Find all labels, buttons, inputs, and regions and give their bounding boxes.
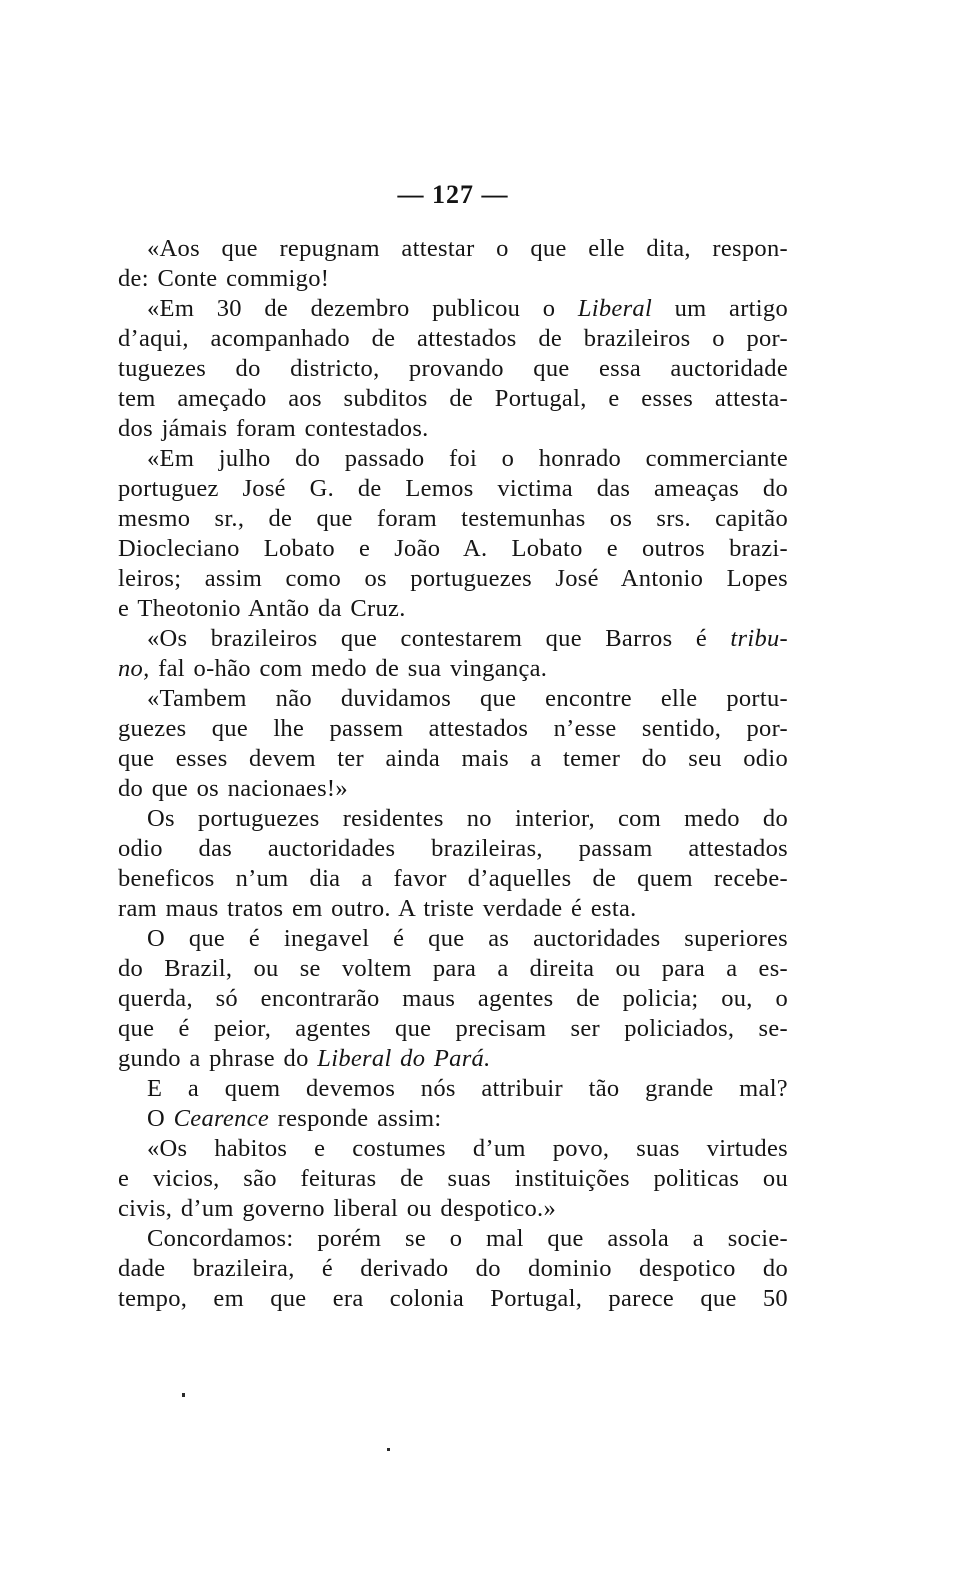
text-segment: e Theotonio Antão da Cruz. bbox=[118, 595, 406, 622]
text-line bbox=[118, 264, 788, 294]
page-text bbox=[118, 234, 788, 1314]
page-number: — 127 — bbox=[397, 180, 509, 209]
text-segment: civis, d’um governo liberal ou despotico.» bbox=[118, 1195, 556, 1222]
text-line bbox=[118, 774, 788, 804]
text-segment: dade brazileira, é derivado do dominio despotico do bbox=[118, 1255, 788, 1282]
text-segment: querda, só encontrarão maus agentes de policia; ou, o bbox=[118, 985, 788, 1012]
text-segment: Concordamos: porém se o mal que assola a socie- bbox=[147, 1225, 788, 1252]
text-segment: ram maus tratos em outro. A triste verdade é esta. bbox=[118, 895, 637, 922]
text-segment: odio das auctoridades brazileiras, passam attestados bbox=[118, 835, 788, 862]
text-segment: fal o-hão com medo de sua vingança. bbox=[149, 655, 548, 682]
text-line bbox=[118, 354, 788, 384]
text-segment: tem ameçado aos subditos de Portugal, e esses attesta- bbox=[118, 385, 788, 412]
text-segment: «Aos que repugnam attestar o que elle dita, respon- bbox=[147, 235, 788, 262]
text-segment: O bbox=[147, 1105, 174, 1132]
text-line bbox=[118, 744, 788, 774]
text-segment-italic: tribu- bbox=[730, 625, 788, 652]
text-line bbox=[118, 984, 788, 1014]
text-line bbox=[118, 384, 788, 414]
text-line bbox=[118, 1194, 788, 1224]
text-line bbox=[118, 474, 788, 504]
text-line bbox=[118, 1104, 788, 1134]
text-line bbox=[118, 654, 788, 684]
text-segment: que esses devem ter ainda mais a temer do seu odio bbox=[118, 745, 788, 772]
text-line bbox=[118, 1134, 788, 1164]
scan-speck bbox=[182, 1393, 185, 1397]
text-line bbox=[118, 1254, 788, 1284]
text-segment: Os portuguezes residentes no interior, com medo do bbox=[147, 805, 788, 832]
text-segment: do Brazil, ou se voltem para a direita ou para a es- bbox=[118, 955, 788, 982]
text-line bbox=[118, 834, 788, 864]
text-line bbox=[118, 894, 788, 924]
text-segment: leiros; assim como os portuguezes José Antonio Lopes bbox=[118, 565, 788, 592]
text-line bbox=[118, 564, 788, 594]
text-line bbox=[118, 294, 788, 324]
text-line bbox=[118, 864, 788, 894]
text-segment: «Os brazileiros que contestarem que Barros é bbox=[147, 625, 731, 652]
text-segment: guezes que lhe passem attestados n’esse sentido, por- bbox=[118, 715, 788, 742]
text-segment: do que os nacionaes!» bbox=[118, 775, 348, 802]
text-line bbox=[118, 804, 788, 834]
text-segment-italic: Liberal bbox=[577, 295, 653, 322]
text-segment: responde assim: bbox=[269, 1105, 442, 1132]
text-line bbox=[118, 714, 788, 744]
text-line bbox=[118, 1044, 788, 1074]
text-line bbox=[118, 1224, 788, 1254]
text-segment-italic: no, bbox=[118, 655, 150, 682]
text-segment: mesmo sr., de que foram testemunhas os srs. capitão bbox=[118, 505, 788, 532]
text-line bbox=[118, 504, 788, 534]
text-line bbox=[118, 924, 788, 954]
text-line bbox=[118, 594, 788, 624]
text-line bbox=[118, 954, 788, 984]
scan-speck bbox=[387, 1448, 390, 1451]
text-segment: e vicios, são feituras de suas instituições politicas ou bbox=[118, 1165, 788, 1192]
text-segment: «Tambem não duvidamos que encontre elle portu- bbox=[147, 685, 788, 712]
text-segment: beneficos n’um dia a favor d’aquelles de quem recebe- bbox=[118, 865, 788, 892]
text-line bbox=[118, 534, 788, 564]
text-segment: gundo a phrase do bbox=[118, 1045, 318, 1072]
text-segment-italic: Liberal do Pará. bbox=[317, 1045, 491, 1072]
text-segment: dos jámais foram contestados. bbox=[118, 415, 429, 442]
text-segment-italic: Cearence bbox=[173, 1105, 269, 1132]
text-segment: portuguez José G. de Lemos victima das ameaças do bbox=[118, 475, 788, 502]
text-line bbox=[118, 684, 788, 714]
text-line bbox=[118, 444, 788, 474]
text-line bbox=[118, 1284, 788, 1314]
text-line bbox=[118, 414, 788, 444]
text-line bbox=[118, 624, 788, 654]
text-line bbox=[118, 234, 788, 264]
text-segment: «Os habitos e costumes d’um povo, suas virtudes bbox=[147, 1135, 788, 1162]
text-segment: um artigo bbox=[652, 295, 788, 322]
text-segment: tuguezes do districto, provando que essa auctoridade bbox=[118, 355, 788, 382]
text-line bbox=[118, 1164, 788, 1194]
text-segment: «Em julho do passado foi o honrado commerciante bbox=[147, 445, 788, 472]
text-line bbox=[118, 324, 788, 354]
text-segment: E a quem devemos nós attribuir tão grande mal? bbox=[147, 1075, 788, 1102]
text-segment: «Em 30 de dezembro publicou o bbox=[147, 295, 578, 322]
text-segment: d’aqui, acompanhado de attestados de brazileiros o por- bbox=[118, 325, 788, 352]
text-segment: que é peior, agentes que precisam ser policiados, se- bbox=[118, 1015, 788, 1042]
text-segment: O que é inegavel é que as auctoridades superiores bbox=[147, 925, 788, 952]
text-line bbox=[118, 1014, 788, 1044]
text-segment: Diocleciano Lobato e João A. Lobato e outros brazi- bbox=[118, 535, 788, 562]
text-segment: de: Conte commigo! bbox=[118, 265, 330, 292]
text-line bbox=[118, 1074, 788, 1104]
text-segment: tempo, em que era colonia Portugal, parece que 50 bbox=[118, 1285, 788, 1312]
